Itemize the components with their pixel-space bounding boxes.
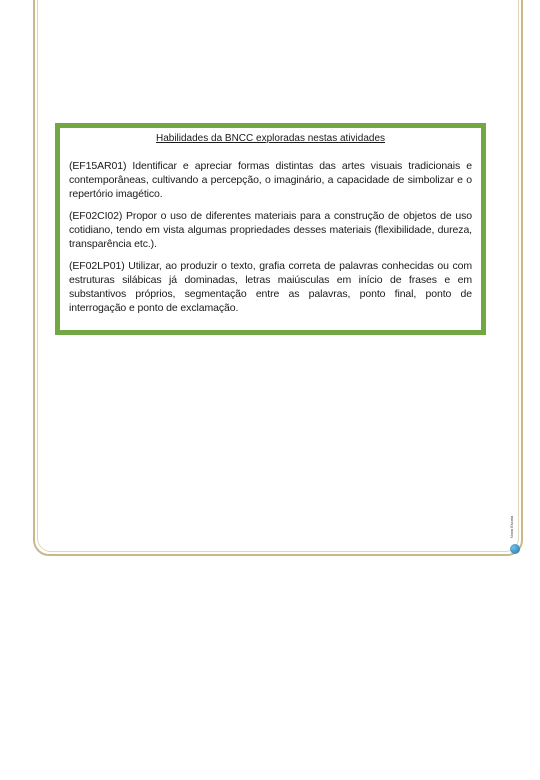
bncc-skills-box <box>55 123 486 335</box>
skill-ef02ci02: (EF02CI02) Propor o uso de diferentes materiais para a construção de objetos de uso cotidiano, tendo em vista algumas propriedades desses materiais (flexibilidade, dureza, transparência etc.). <box>69 210 472 250</box>
skill-ef02lp01: (EF02LP01) Utilizar, ao produzir o texto, grafia correta de palavras conhecidas ou com estruturas silábicas já dominadas, letras maiúsculas em início de frases e em substantivos próprios, segmentação entre as palavras, ponto final, ponto de interrogação e ponto de exclamação. <box>69 260 472 314</box>
globe-icon <box>510 544 520 554</box>
publisher-logo-text: Nova Escola <box>509 515 514 539</box>
skill-ef15ar01: (EF15AR01) Identificar e apreciar formas distintas das artes visuais tradicionais e contemporâneas, cultivando a percepção, o imaginário, a capacidade de simbolizar e o repertório imagético. <box>69 160 472 200</box>
skills-box-title: Habilidades da BNCC exploradas nestas atividades <box>155 133 386 144</box>
publisher-logo <box>508 510 522 556</box>
